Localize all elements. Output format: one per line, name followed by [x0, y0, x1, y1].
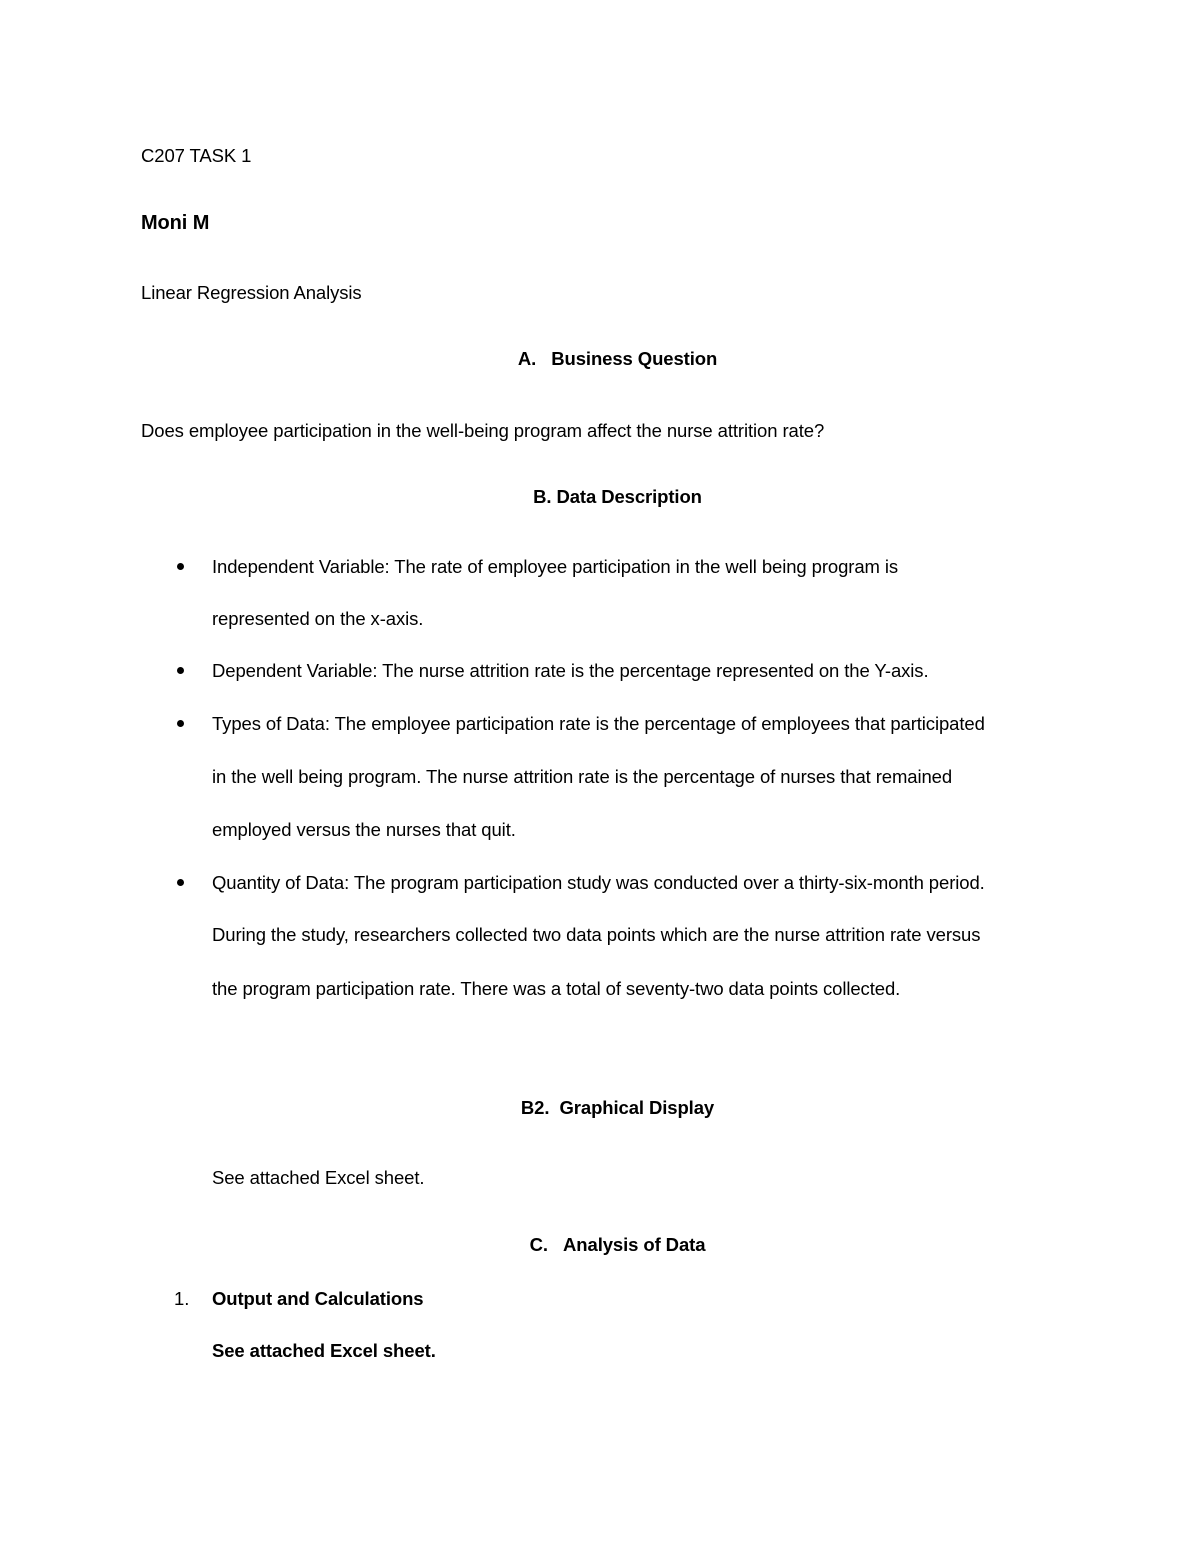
section-a-marker: A. — [517, 348, 537, 369]
section-a-heading — [0, 347, 1200, 371]
bullet-marker — [177, 667, 184, 674]
bullet-3-line-1: Types of Data: The employee participation rate is the percentage of employees that participated — [212, 713, 985, 734]
numbered-item-marker: 1. — [174, 1288, 190, 1309]
section-c-title: Analysis of Data — [563, 1234, 706, 1255]
bullet-marker — [177, 563, 184, 570]
section-b2-heading — [0, 1096, 1200, 1120]
bullet-4-line-1: Quantity of Data: The program participation study was conducted over a thirty-six-month period. — [212, 872, 985, 893]
course-title: C207 TASK 1 — [141, 145, 252, 166]
output-calculations-heading: Output and Calculations — [212, 1288, 424, 1309]
section-c-heading — [0, 1233, 1200, 1257]
bullet-3-line-3: employed versus the nurses that quit. — [212, 819, 516, 840]
bullet-marker — [177, 879, 184, 886]
business-question-text: Does employee participation in the well-being program affect the nurse attrition rate? — [141, 420, 825, 441]
section-b2-marker: B2. — [520, 1097, 550, 1118]
bullet-1-line-2: represented on the x-axis. — [212, 608, 424, 629]
section-b2-title: Graphical Display — [559, 1097, 715, 1118]
bullet-4-line-2: During the study, researchers collected two data points which are the nurse attrition rate versus — [212, 924, 981, 945]
output-calculations-text: See attached Excel sheet. — [212, 1340, 436, 1361]
section-a-title: Business Question — [551, 348, 718, 369]
report-title: Linear Regression Analysis — [141, 282, 362, 303]
graphical-display-text: See attached Excel sheet. — [212, 1167, 425, 1188]
bullet-4-line-3: the program participation rate. There was a total of seventy-two data points collected. — [212, 978, 901, 999]
bullet-marker — [177, 720, 184, 727]
bullet-2-line-1: Dependent Variable: The nurse attrition rate is the percentage represented on the Y-axis. — [212, 660, 929, 681]
bullet-1-line-1: Independent Variable: The rate of employee participation in the well being program is — [212, 556, 899, 577]
section-c-marker: C. — [529, 1234, 548, 1255]
bullet-3-line-2: in the well being program. The nurse attrition rate is the percentage of nurses that remained — [212, 766, 953, 787]
section-b-heading: B. Data Description — [533, 486, 702, 507]
author-name: Moni M — [141, 212, 210, 234]
